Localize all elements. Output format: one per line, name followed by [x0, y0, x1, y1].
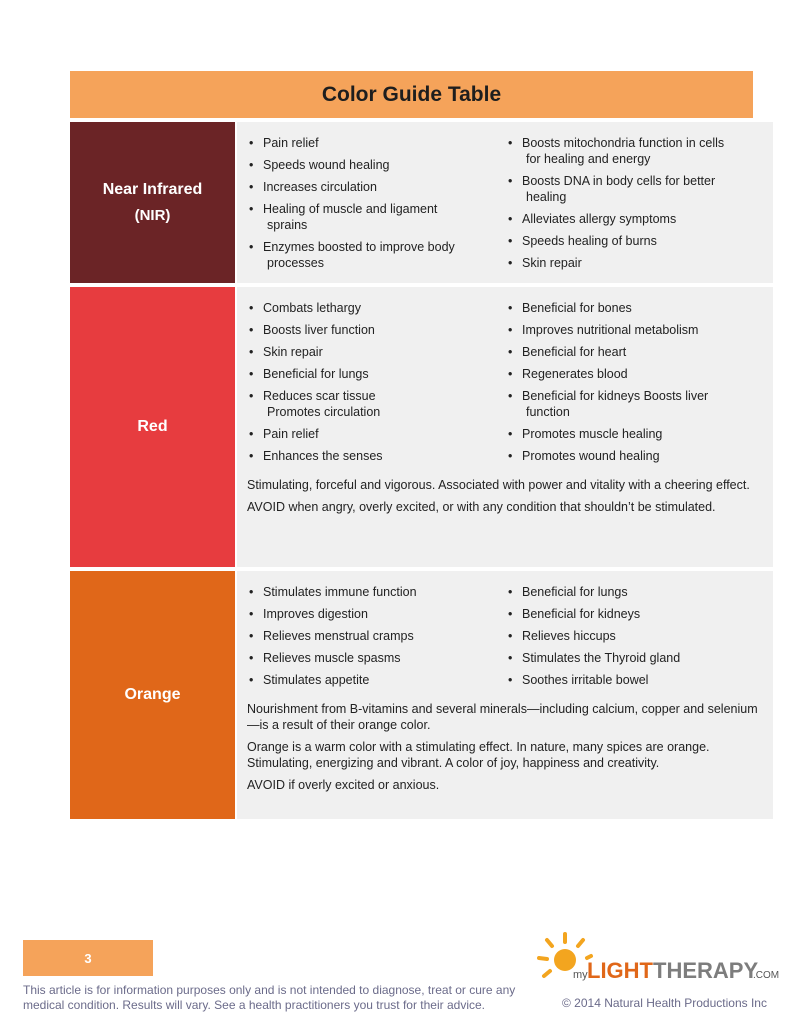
list-item: • Relieves menstrual cramps: [247, 628, 506, 644]
benefits-column-left: [247, 135, 506, 277]
color-guide-table: [70, 71, 758, 819]
list-item: • Alleviates allergy symptoms: [506, 211, 765, 227]
row-label-name: Near Infrared: [102, 181, 203, 198]
row-label-name: Red: [137, 418, 168, 435]
list-item: • Relieves hiccups: [506, 628, 765, 644]
avoid-note: AVOID when angry, overly excited, or with any condition that shouldn’t be stimulated.: [247, 500, 716, 514]
row-label-orange: [70, 571, 235, 819]
row-red: [70, 287, 753, 567]
list-item: • Beneficial for lungs: [506, 584, 765, 600]
row-label-sub: (NIR): [134, 207, 171, 224]
row-label-nir: [70, 122, 235, 283]
list-item: • Increases circulation: [247, 179, 506, 195]
row-content: [235, 287, 773, 567]
list-item: • Healing of muscle and ligament sprains: [247, 201, 506, 233]
copyright-text: © 2014 Natural Health Productions Inc: [562, 996, 767, 1010]
list-item: • Boosts DNA in body cells for better healing: [506, 173, 765, 205]
mylighttherapy-logo: [535, 930, 785, 990]
list-item: • Stimulates immune function: [247, 584, 506, 600]
list-item: • Regenerates blood: [506, 366, 765, 382]
description-text: Stimulating, forceful and vigorous. Associated with power and vitality with a cheering effect.: [247, 478, 750, 492]
avoid-note: AVOID if overly excited or anxious.: [247, 778, 440, 792]
list-item: • Speeds wound healing: [247, 157, 506, 173]
list-item: • Soothes irritable bowel: [506, 672, 765, 688]
list-item: • Stimulates the Thyroid gland: [506, 650, 765, 666]
list-item: • Promotes wound healing: [506, 448, 765, 464]
list-item: • Enzymes boosted to improve body processes: [247, 239, 506, 271]
row-label-name: Orange: [124, 686, 181, 703]
list-item: • Beneficial for bones: [506, 300, 765, 316]
row-content: [235, 122, 773, 283]
row-content: [235, 571, 773, 819]
list-item: • Beneficial for kidneys Boosts liver function: [506, 388, 765, 420]
page-number: 3: [23, 940, 153, 976]
list-item: • Improves digestion: [247, 606, 506, 622]
list-item: • Relieves muscle spasms: [247, 650, 506, 666]
table-title: Color Guide Table: [70, 71, 753, 118]
list-item: • Beneficial for lungs: [247, 366, 506, 382]
list-item: • Combats lethargy: [247, 300, 506, 316]
row-near-infrared: [70, 122, 753, 283]
description-text: Orange is a warm color with a stimulating effect. In nature, many spices are orange. Stimulating, energizing and vibrant. A color of joy, happiness and creativity.: [247, 740, 710, 770]
list-item: • Boosts liver function: [247, 322, 506, 338]
list-item: • Promotes muscle healing: [506, 426, 765, 442]
row-orange: [70, 571, 758, 819]
list-item: • Beneficial for kidneys: [506, 606, 765, 622]
benefits-column-left: [247, 584, 506, 694]
logo-com: .COM: [753, 970, 780, 981]
logo-therapy: THERAPY: [653, 958, 759, 983]
list-item: • Skin repair: [247, 344, 506, 360]
list-item: • Improves nutritional metabolism: [506, 322, 765, 338]
description-text: Nourishment from B-vitamins and several minerals—including calcium, copper and selenium—is a result of their orange color.: [247, 702, 758, 732]
list-item: • Skin repair: [506, 255, 765, 271]
list-item: • Pain relief: [247, 426, 506, 442]
row-label-red: [70, 287, 235, 567]
list-item: • Boosts mitochondria function in cells for healing and energy: [506, 135, 765, 167]
logo-light: LIGHT: [587, 958, 653, 983]
list-item: • Reduces scar tissue Promotes circulation: [247, 388, 506, 420]
benefits-column-right: [506, 584, 765, 694]
logo-my: my: [573, 969, 588, 981]
disclaimer-text: This article is for information purposes only and is not intended to diagnose, treat or cure any medical condition. Results will vary. See a health practitioners you trust for their advice.: [23, 983, 516, 1012]
list-item: • Pain relief: [247, 135, 506, 151]
benefits-column-right: [506, 300, 765, 470]
benefits-column-right: [506, 135, 765, 277]
benefits-column-left: [247, 300, 506, 470]
list-item: • Beneficial for heart: [506, 344, 765, 360]
list-item: • Stimulates appetite: [247, 672, 506, 688]
list-item: • Speeds healing of burns: [506, 233, 765, 249]
list-item: • Enhances the senses: [247, 448, 506, 464]
